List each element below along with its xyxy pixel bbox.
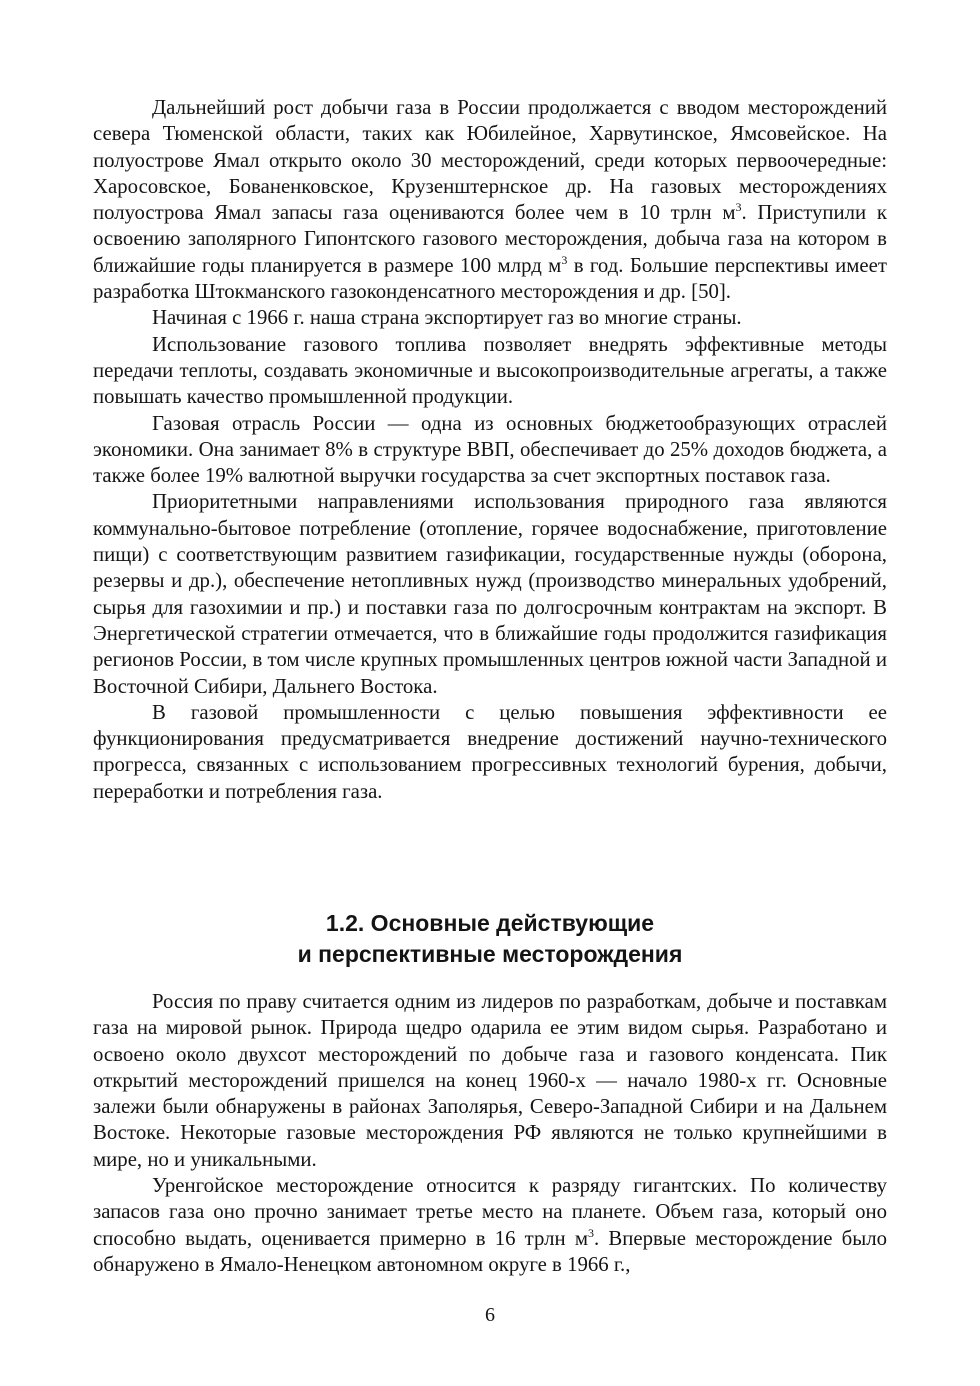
superscript: 3	[561, 252, 568, 267]
paragraph-text: . Впервые месторождение было обнаружено в Ямало-Ненецком автономном округе в 1966 г.,	[93, 1226, 887, 1276]
superscript: 3	[735, 200, 742, 215]
paragraph: Приоритетными направлениями использования природного газа являются коммунально-бытовое потребление (отопление, горячее водоснабжение, приготовление пищи) с соответствующим развитием газификации, государственные нужды (оборона, резервы и др.), обеспечение нетопливных нужд (производство минеральных удобрений, сырья для газохимии и пр.) и поставки газа по долгосрочным контрактам на экспорт. В Энергетической стратегии отмечается, что в ближайшие годы продолжится газификация регионов России, в том числе крупных промышленных центров южной части Западной и Восточной Сибири, Дальнего Востока.	[93, 490, 887, 698]
paragraph: Россия по праву считается одним из лидеров по разработкам, добыче и поставкам газа на мировой рынок. Природа щедро одарила ее этим видом сырья. Разработано и освоено около двухсот месторождений по добыче газа и газового конденсата. Пик открытий месторождений пришелся на конец 1960-х — начало 1980-х гг. Основные залежи были обнаружены в районах Заполярья, Северо-Западной Сибири и на Дальнем Востоке. Некоторые газовые месторождения РФ являются не только крупнейшими в мире, но и уникальными.	[93, 990, 887, 1171]
paragraph	[93, 95, 887, 305]
section-heading-line: и перспективные месторождения	[297, 941, 683, 967]
body-text-top	[93, 95, 887, 805]
paragraph-text: Дальнейший рост добычи газа в России продолжается с вводом месторождений севера Тюменской области, таких как Юбилейное, Харвутинское, Ямсовейское. На полуострове Ямал открыто около 30 месторождений, среди которых первоочередные: Харосовское, Бованенковское, Крузенштернское др. На газовых месторождениях полуострова Ямал запасы газа оцениваются более чем в 10 трлн м	[93, 96, 887, 225]
page-number: 6	[485, 1304, 495, 1326]
body-text-bottom	[93, 989, 887, 1278]
section-heading-line: 1.2. Основные действующие	[325, 910, 655, 936]
paragraph	[93, 1173, 887, 1278]
paragraph: Газовая отрасль России — одна из основных бюджетообразующих отраслей экономики. Она занимает 8% в структуре ВВП, обеспечивает до 25% доходов бюджета, а также более 19% валютной выручки государства за счет экспортных поставок газа.	[93, 411, 887, 488]
paragraph-text: в год. Большие перспективы имеет разработка Штокманского газоконденсатного месторождения и др. [50].	[93, 253, 887, 304]
paragraph: В газовой промышленности с целью повышения эффективности ее функционирования предусматривается внедрение достижений научно-технического прогресса, связанных с использованием прогрессивных технологий бурения, добычи, переработки и потребления газа.	[93, 700, 887, 803]
section-heading	[93, 908, 887, 970]
paragraph-text: Уренгойское месторождение относится к разряду гигантских. По количеству запасов газа оно прочно занимает третье место на планете. Объем газа, который оно способно выдать, оценивается примерно в 16 трлн м	[93, 1174, 887, 1250]
paragraph: Использование газового топлива позволяет внедрять эффективные методы передачи теплоты, создавать экономичные и высокопроизводительные агрегаты, а также повышать качество промышленной продукции.	[93, 332, 887, 409]
paragraph-text: . Приступили к освоению заполярного Гипонтского газового месторождения, добыча газа на котором в ближайшие годы планируется в размере 100 млрд м	[93, 201, 887, 277]
paragraph: Начиная с 1966 г. наша страна экспортирует газ во многие страны.	[152, 306, 742, 330]
superscript: 3	[587, 1225, 594, 1240]
